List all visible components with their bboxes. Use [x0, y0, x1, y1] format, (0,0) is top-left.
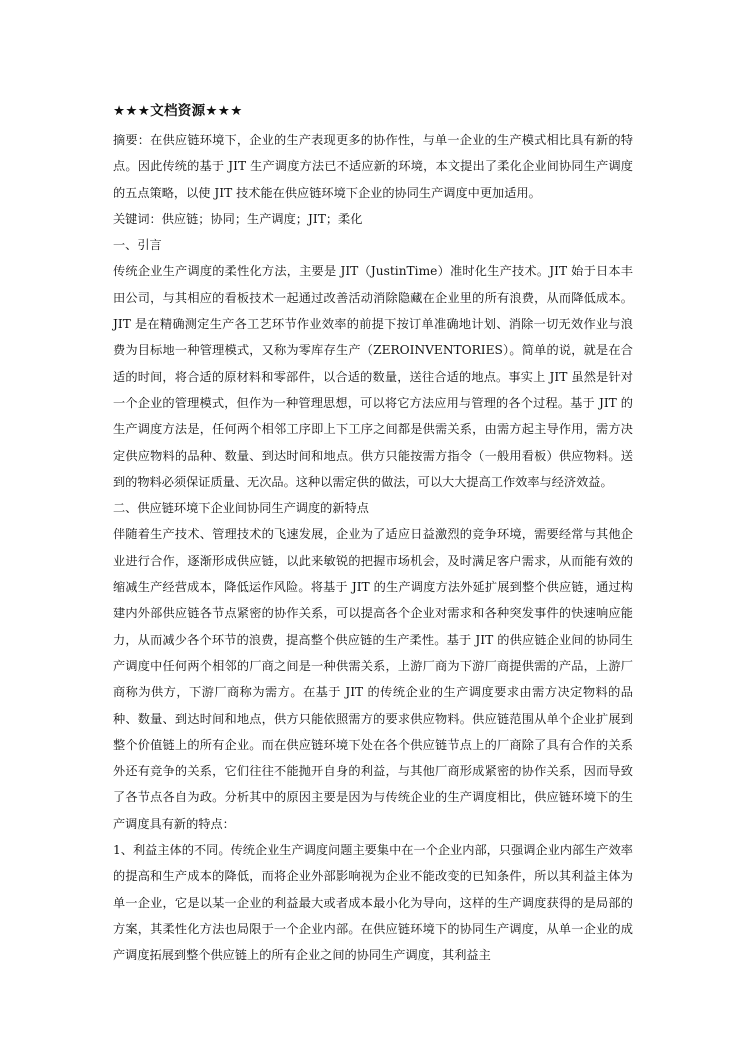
section-2-heading: 二、供应链环境下企业间协同生产调度的新特点 — [113, 501, 369, 516]
keywords-line: 关键词：供应链；协同；生产调度；JIT；柔化 — [113, 211, 363, 226]
section-1-heading: 一、引言 — [113, 238, 162, 253]
document-body — [113, 99, 633, 969]
section-2-paragraph: 伴随着生产技术、管理技术的飞速发展，企业为了适应日益激烈的竞争环境，需要经常与其他企业进行合作，逐渐形成供应链，以此来敏锐的把握市场机会，及时满足客户需求，从而能有效的缩减生产经营成本，降低运作风险。将基于 JIT 的生产调度方法外延扩展到整个供应链，通过构建内外部供应链各节点紧密的协作关系，可以提高各个企业对需求和各种突发事件的快速响应能力，从而减少各个环节的浪费，提高整个供应链的生产柔性。基于 JIT 的供应链企业间的协同生产调度中任何两个相邻的厂商之间是一种供需关系，上游厂商为下游厂商提供需的产品，上游厂商称为供方，下游厂商称为需方。在基于 JIT 的传统企业的生产调度要求由需方决定物料的品种、数量、到达时间和地点，供方只能依照需方的要求供应物料。供应链范围从单个企业扩展到整个价值链上的所有企业。而在供应链环境下处在各个供应链节点上的厂商除了具有合作的关系外还有竞争的关系，它们往往不能抛开自身的利益，与其他厂商形成紧密的协作关系，因而导致了各节点各自为政。分析其中的原因主要是因为与传统企业的生产调度相比，供应链环境下的生产调度具有新的特点： — [113, 527, 633, 831]
abstract-paragraph: 摘要：在供应链环境下，企业的生产表现更多的协作性，与单一企业的生产模式相比具有新的特点。因此传统的基于 JIT 生产调度方法已不适应新的环境，本文提出了柔化企业间协同生产调度的五点策略，以使 JIT 技术能在供应链环境下企业的协同生产调度中更加适用。 — [113, 133, 633, 200]
document-header: ★★★文档资源★★★ — [113, 103, 243, 119]
section-1-paragraph: 传统企业生产调度的柔性化方法，主要是 JIT（JustinTime）准时化生产技术。JIT 始于日本丰田公司，与其相应的看板技术一起通过改善活动消除隐藏在企业里的所有浪费，从而降低成本。JIT 是在精确测定生产各工艺环节作业效率的前提下按订单准确地计划、消除一切无效作业与浪费为目标地一种管理模式，又称为零库存生产（ZEROINVENTORIES）。简单的说，就是在合适的时间，将合适的原材料和零部件，以合适的数量，送往合适的地点。事实上 JIT 虽然是针对一个企业的管理模式，但作为一种管理思想，可以将它方法应用与管理的各个过程。基于 JIT 的生产调度方法是，任何两个相邻工序即上下工序之间都是供需关系，由需方起主导作用，需方决定供应物料的品种、数量、到达时间和地点。供方只能按需方指令（一般用看板）供应物料。送到的物料必须保证质量、无次品。这种以需定供的做法，可以大大提高工作效率与经济效益。 — [113, 264, 633, 489]
point-1-paragraph: 1、利益主体的不同。传统企业生产调度问题主要集中在一个企业内部，只强调企业内部生产效率的提高和生产成本的降低，而将企业外部影响视为企业不能改变的已知条件，所以其利益主体为单一企业，它是以某一企业的利益最大或者成本最小化为导向，这样的生产调度获得的是局部的方案，其柔性化方法也局限于一个企业内部。在供应链环境下的协同生产调度，从单一企业的成产调度拓展到整个供应链上的所有企业之间的协同生产调度，其利益主 — [113, 843, 633, 963]
